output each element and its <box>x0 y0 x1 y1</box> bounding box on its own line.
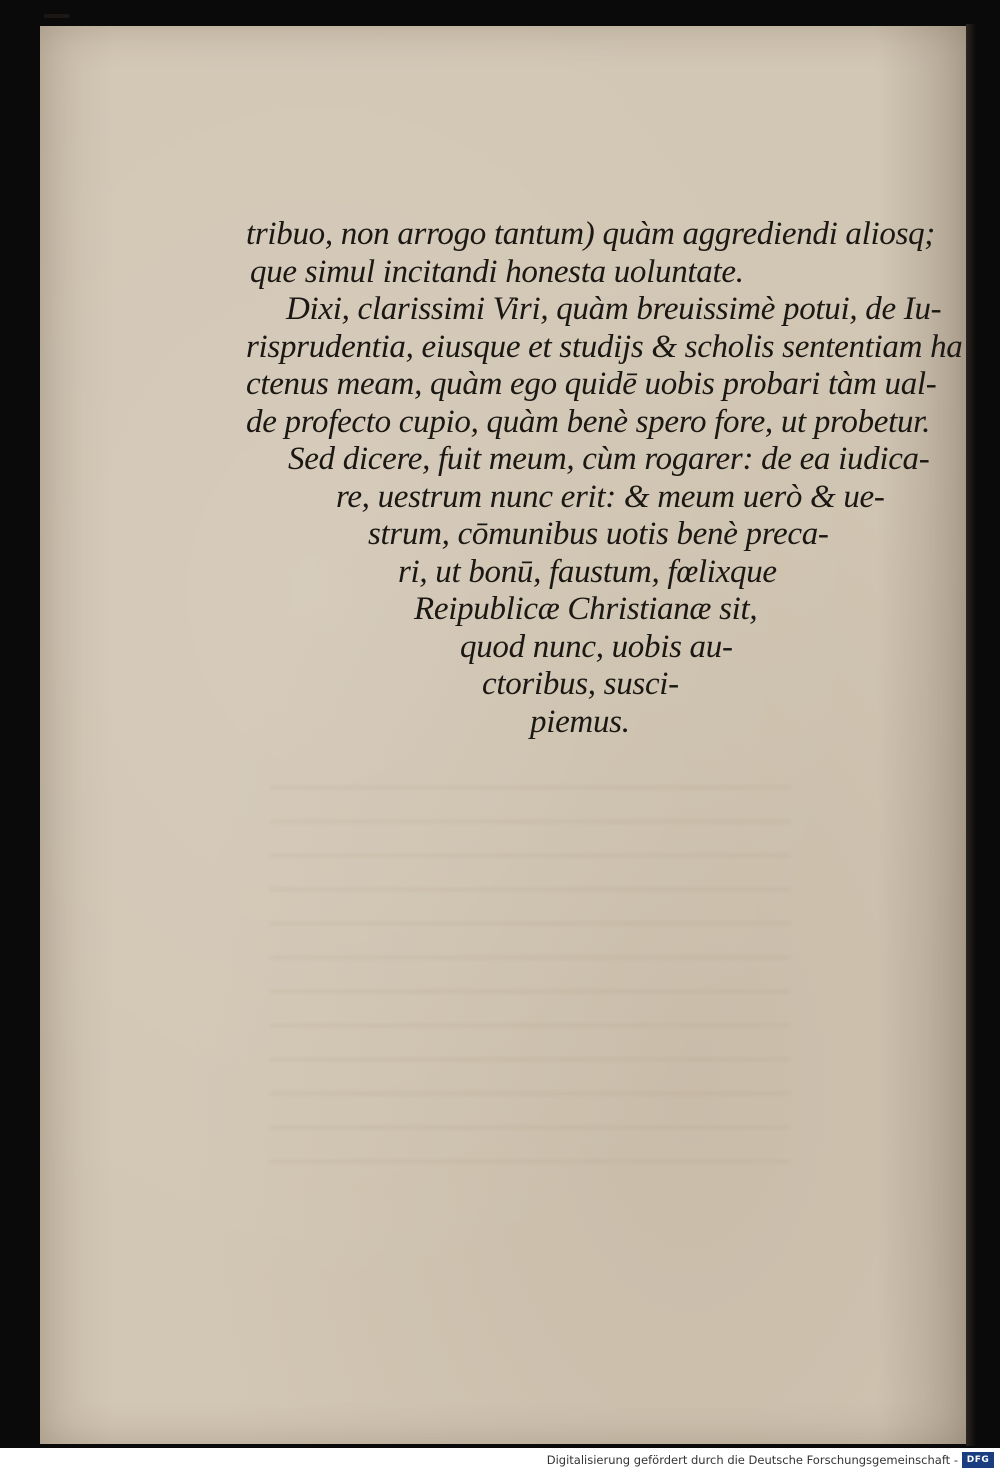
page-text <box>246 216 963 741</box>
page-gutter-edge <box>966 24 976 1446</box>
show-through-text <box>270 786 790 1166</box>
page-corner-mark <box>44 14 70 18</box>
text-line: Dixi, clarissimi Viri, quàm breuissimè potui, de Iu- <box>286 291 942 327</box>
text-line: ri, ut bonū, faustum, fœlixque <box>398 553 777 590</box>
dfg-logo: DFG <box>962 1452 994 1468</box>
text-line: Reipublicæ Christianæ sit, <box>414 591 758 627</box>
text-line: risprudentia, eiusque et studijs & scholis sententiam ha <box>246 328 963 365</box>
text-line: quod nunc, uobis au- <box>460 628 733 665</box>
text-line: ctenus meam, quàm ego quidē uobis probari tàm ual- <box>246 366 937 402</box>
text-line: Sed dicere, fuit meum, cùm rogarer: de ea iudica- <box>288 441 930 477</box>
funding-credit: Digitalisierung gefördert durch die Deutsche Forschungsgemeinschaft - <box>546 1453 958 1467</box>
text-line: de profecto cupio, quàm benè spero fore, ut probetur. <box>246 403 931 440</box>
text-line: strum, cōmunibus uotis benè preca- <box>368 516 829 552</box>
text-line: re, uestrum nunc erit: & meum uerò & ue- <box>336 478 885 515</box>
digitization-footer <box>0 1448 1000 1474</box>
text-line: tribuo, non arrogo tantum) quàm aggrediendi aliosq; <box>246 216 935 252</box>
text-line: que simul incitandi honesta uoluntate. <box>250 253 744 290</box>
text-line: piemus. <box>530 703 630 740</box>
text-line: ctoribus, susci- <box>482 666 679 702</box>
